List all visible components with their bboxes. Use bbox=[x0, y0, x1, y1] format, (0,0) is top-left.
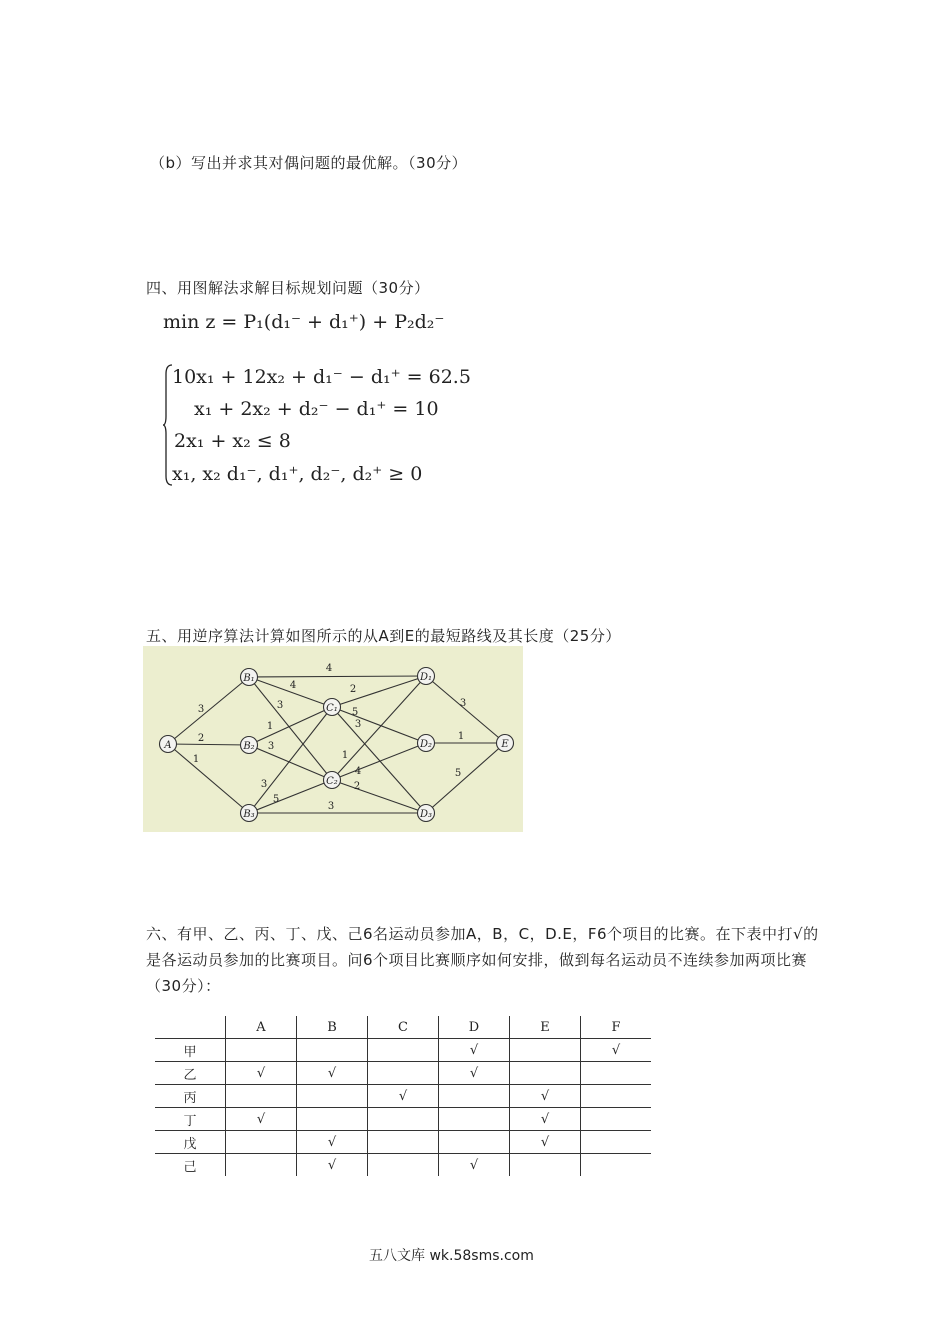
table-cell bbox=[581, 1085, 652, 1108]
table-cell: √ bbox=[510, 1131, 581, 1154]
node-label-C2: C₂ bbox=[326, 776, 338, 787]
node-label-A: A bbox=[164, 740, 172, 751]
question-6-text: 六、有甲、乙、丙、丁、戊、己6名运动员参加A，B，C，D.E，F6个项目的比赛。在下表中打√的是各运动员参加的比赛项目。问6个项目比赛顺序如何安排，做到每名运动员不连续参加两项比赛（30分）： bbox=[146, 925, 819, 995]
table-cell bbox=[226, 1154, 297, 1177]
table-cell: √ bbox=[297, 1062, 368, 1085]
table-cell bbox=[226, 1085, 297, 1108]
footer-watermark: 五八文库 wk.58sms.com bbox=[369, 1248, 534, 1264]
weight-D3-E: 5 bbox=[454, 768, 462, 779]
table-cell: √ bbox=[226, 1108, 297, 1131]
table-cell bbox=[581, 1108, 652, 1131]
node-label-D3: D₃ bbox=[419, 809, 433, 820]
weight-B3-C2: 5 bbox=[272, 794, 280, 805]
table-row bbox=[155, 1108, 651, 1131]
table-cell: √ bbox=[439, 1039, 510, 1062]
table-cell: √ bbox=[510, 1085, 581, 1108]
weight-C2-D3: 2 bbox=[353, 781, 361, 792]
table-cell bbox=[297, 1085, 368, 1108]
col-header: D bbox=[439, 1016, 510, 1039]
weight-B1-C2: 3 bbox=[276, 700, 284, 711]
schedule-table bbox=[155, 1016, 651, 1176]
node-label-B2: B₂ bbox=[243, 741, 255, 752]
table-cell: √ bbox=[226, 1062, 297, 1085]
node-label-B1: B₁ bbox=[243, 673, 255, 684]
table-cell bbox=[510, 1062, 581, 1085]
table-cell bbox=[510, 1154, 581, 1177]
question-3b: （b）写出并求其对偶问题的最优解。（30分） bbox=[150, 154, 468, 172]
constraint-3: 2x₁ + x₂ ≤ 8 bbox=[174, 430, 291, 452]
table-cell bbox=[439, 1131, 510, 1154]
col-header: C bbox=[368, 1016, 439, 1039]
col-header: F bbox=[581, 1016, 652, 1039]
node-label-D1: D₁ bbox=[419, 672, 433, 683]
table-cell bbox=[226, 1039, 297, 1062]
table-cell bbox=[368, 1039, 439, 1062]
table-cell bbox=[439, 1108, 510, 1131]
weight-B1-D1: 4 bbox=[325, 663, 333, 674]
col-header bbox=[155, 1016, 226, 1039]
constraint-1: 10x₁ + 12x₂ + d₁⁻ − d₁⁺ = 62.5 bbox=[172, 366, 471, 388]
table-cell: √ bbox=[439, 1154, 510, 1177]
table-row bbox=[155, 1039, 651, 1062]
table-header-row bbox=[155, 1016, 651, 1039]
edge-D3-E bbox=[426, 743, 505, 813]
node-label-B3: B₃ bbox=[243, 809, 255, 820]
edge-C1-D2 bbox=[332, 707, 426, 743]
table-cell bbox=[439, 1085, 510, 1108]
weight-A-B1: 3 bbox=[197, 704, 205, 715]
edge-B3-C1 bbox=[249, 707, 335, 813]
athlete-name: 乙 bbox=[155, 1062, 226, 1085]
weight-D1-E: 3 bbox=[459, 698, 467, 709]
edge-B1-D1 bbox=[249, 676, 426, 677]
node-label-E: E bbox=[501, 739, 509, 750]
athlete-name: 己 bbox=[183, 1159, 197, 1175]
table-row bbox=[155, 1154, 651, 1177]
col-header: E bbox=[510, 1016, 581, 1039]
weight-A-B2: 2 bbox=[197, 733, 205, 744]
edge-A-B3 bbox=[168, 744, 249, 813]
athlete-name: 丁 bbox=[155, 1108, 226, 1131]
objective-function: min z = P₁(d₁⁻ + d₁⁺) + P₂d₂⁻ bbox=[163, 311, 445, 333]
table-cell bbox=[368, 1154, 439, 1177]
table-cell bbox=[297, 1039, 368, 1062]
graph-svg bbox=[143, 646, 523, 832]
col-header: A bbox=[226, 1016, 297, 1039]
weight-B1-C1: 4 bbox=[289, 680, 297, 691]
edge-D1-E bbox=[426, 676, 505, 743]
question-4-title: 四、用图解法求解目标规划问题（30分） bbox=[146, 279, 430, 297]
edge-A-B2 bbox=[168, 744, 249, 745]
edge-B2-C1 bbox=[249, 707, 332, 745]
node-label-C1: C₁ bbox=[326, 703, 338, 714]
edge-C2-D2 bbox=[332, 743, 426, 780]
table-cell bbox=[368, 1131, 439, 1154]
node-label-D2: D₂ bbox=[419, 739, 433, 750]
weight-C2-D2: 4 bbox=[354, 766, 362, 777]
edge-A-B1 bbox=[168, 677, 249, 744]
table-cell bbox=[226, 1131, 297, 1154]
table-cell: √ bbox=[297, 1131, 368, 1154]
table-cell bbox=[368, 1108, 439, 1131]
weight-A-B3: 1 bbox=[192, 754, 200, 765]
table-row bbox=[155, 1062, 651, 1085]
table-row bbox=[155, 1131, 651, 1154]
table-cell: √ bbox=[510, 1108, 581, 1131]
weight-B2-C1: 1 bbox=[266, 721, 274, 732]
weight-B2-C2: 3 bbox=[267, 741, 275, 752]
table-cell bbox=[581, 1131, 652, 1154]
constraint-4: x₁, x₂ d₁⁻, d₁⁺, d₂⁻, d₂⁺ ≥ 0 bbox=[172, 463, 423, 485]
weight-D2-E: 1 bbox=[457, 731, 465, 742]
athlete-name: 甲 bbox=[155, 1039, 226, 1062]
table-cell: √ bbox=[581, 1039, 652, 1062]
col-header: B bbox=[297, 1016, 368, 1039]
table-cell bbox=[581, 1062, 652, 1085]
edge-B2-C2 bbox=[249, 745, 332, 780]
table-row bbox=[155, 1085, 651, 1108]
weight-C1-D1: 2 bbox=[349, 684, 357, 695]
table-cell: √ bbox=[439, 1062, 510, 1085]
athlete-name: 戊 bbox=[155, 1131, 226, 1154]
weight-B3-D3: 3 bbox=[327, 801, 335, 812]
table-cell: √ bbox=[368, 1085, 439, 1108]
table-cell bbox=[368, 1062, 439, 1085]
weight-C1-D3: 3 bbox=[354, 719, 362, 730]
weight-C1-D2: 5 bbox=[351, 707, 359, 718]
table-cell bbox=[297, 1108, 368, 1131]
shortest-path-graph bbox=[143, 646, 523, 832]
weight-C2-D1: 1 bbox=[341, 750, 349, 761]
weight-B3-C1: 3 bbox=[260, 779, 268, 790]
table-cell: √ bbox=[297, 1154, 368, 1177]
table-cell bbox=[581, 1154, 652, 1177]
table-cell bbox=[510, 1039, 581, 1062]
constraint-2: x₁ + 2x₂ + d₂⁻ − d₁⁺ = 10 bbox=[194, 398, 439, 420]
question-5-title: 五、用逆序算法计算如图所示的从A到E的最短路线及其长度（25分） bbox=[146, 627, 621, 645]
athlete-name: 丙 bbox=[155, 1085, 226, 1108]
